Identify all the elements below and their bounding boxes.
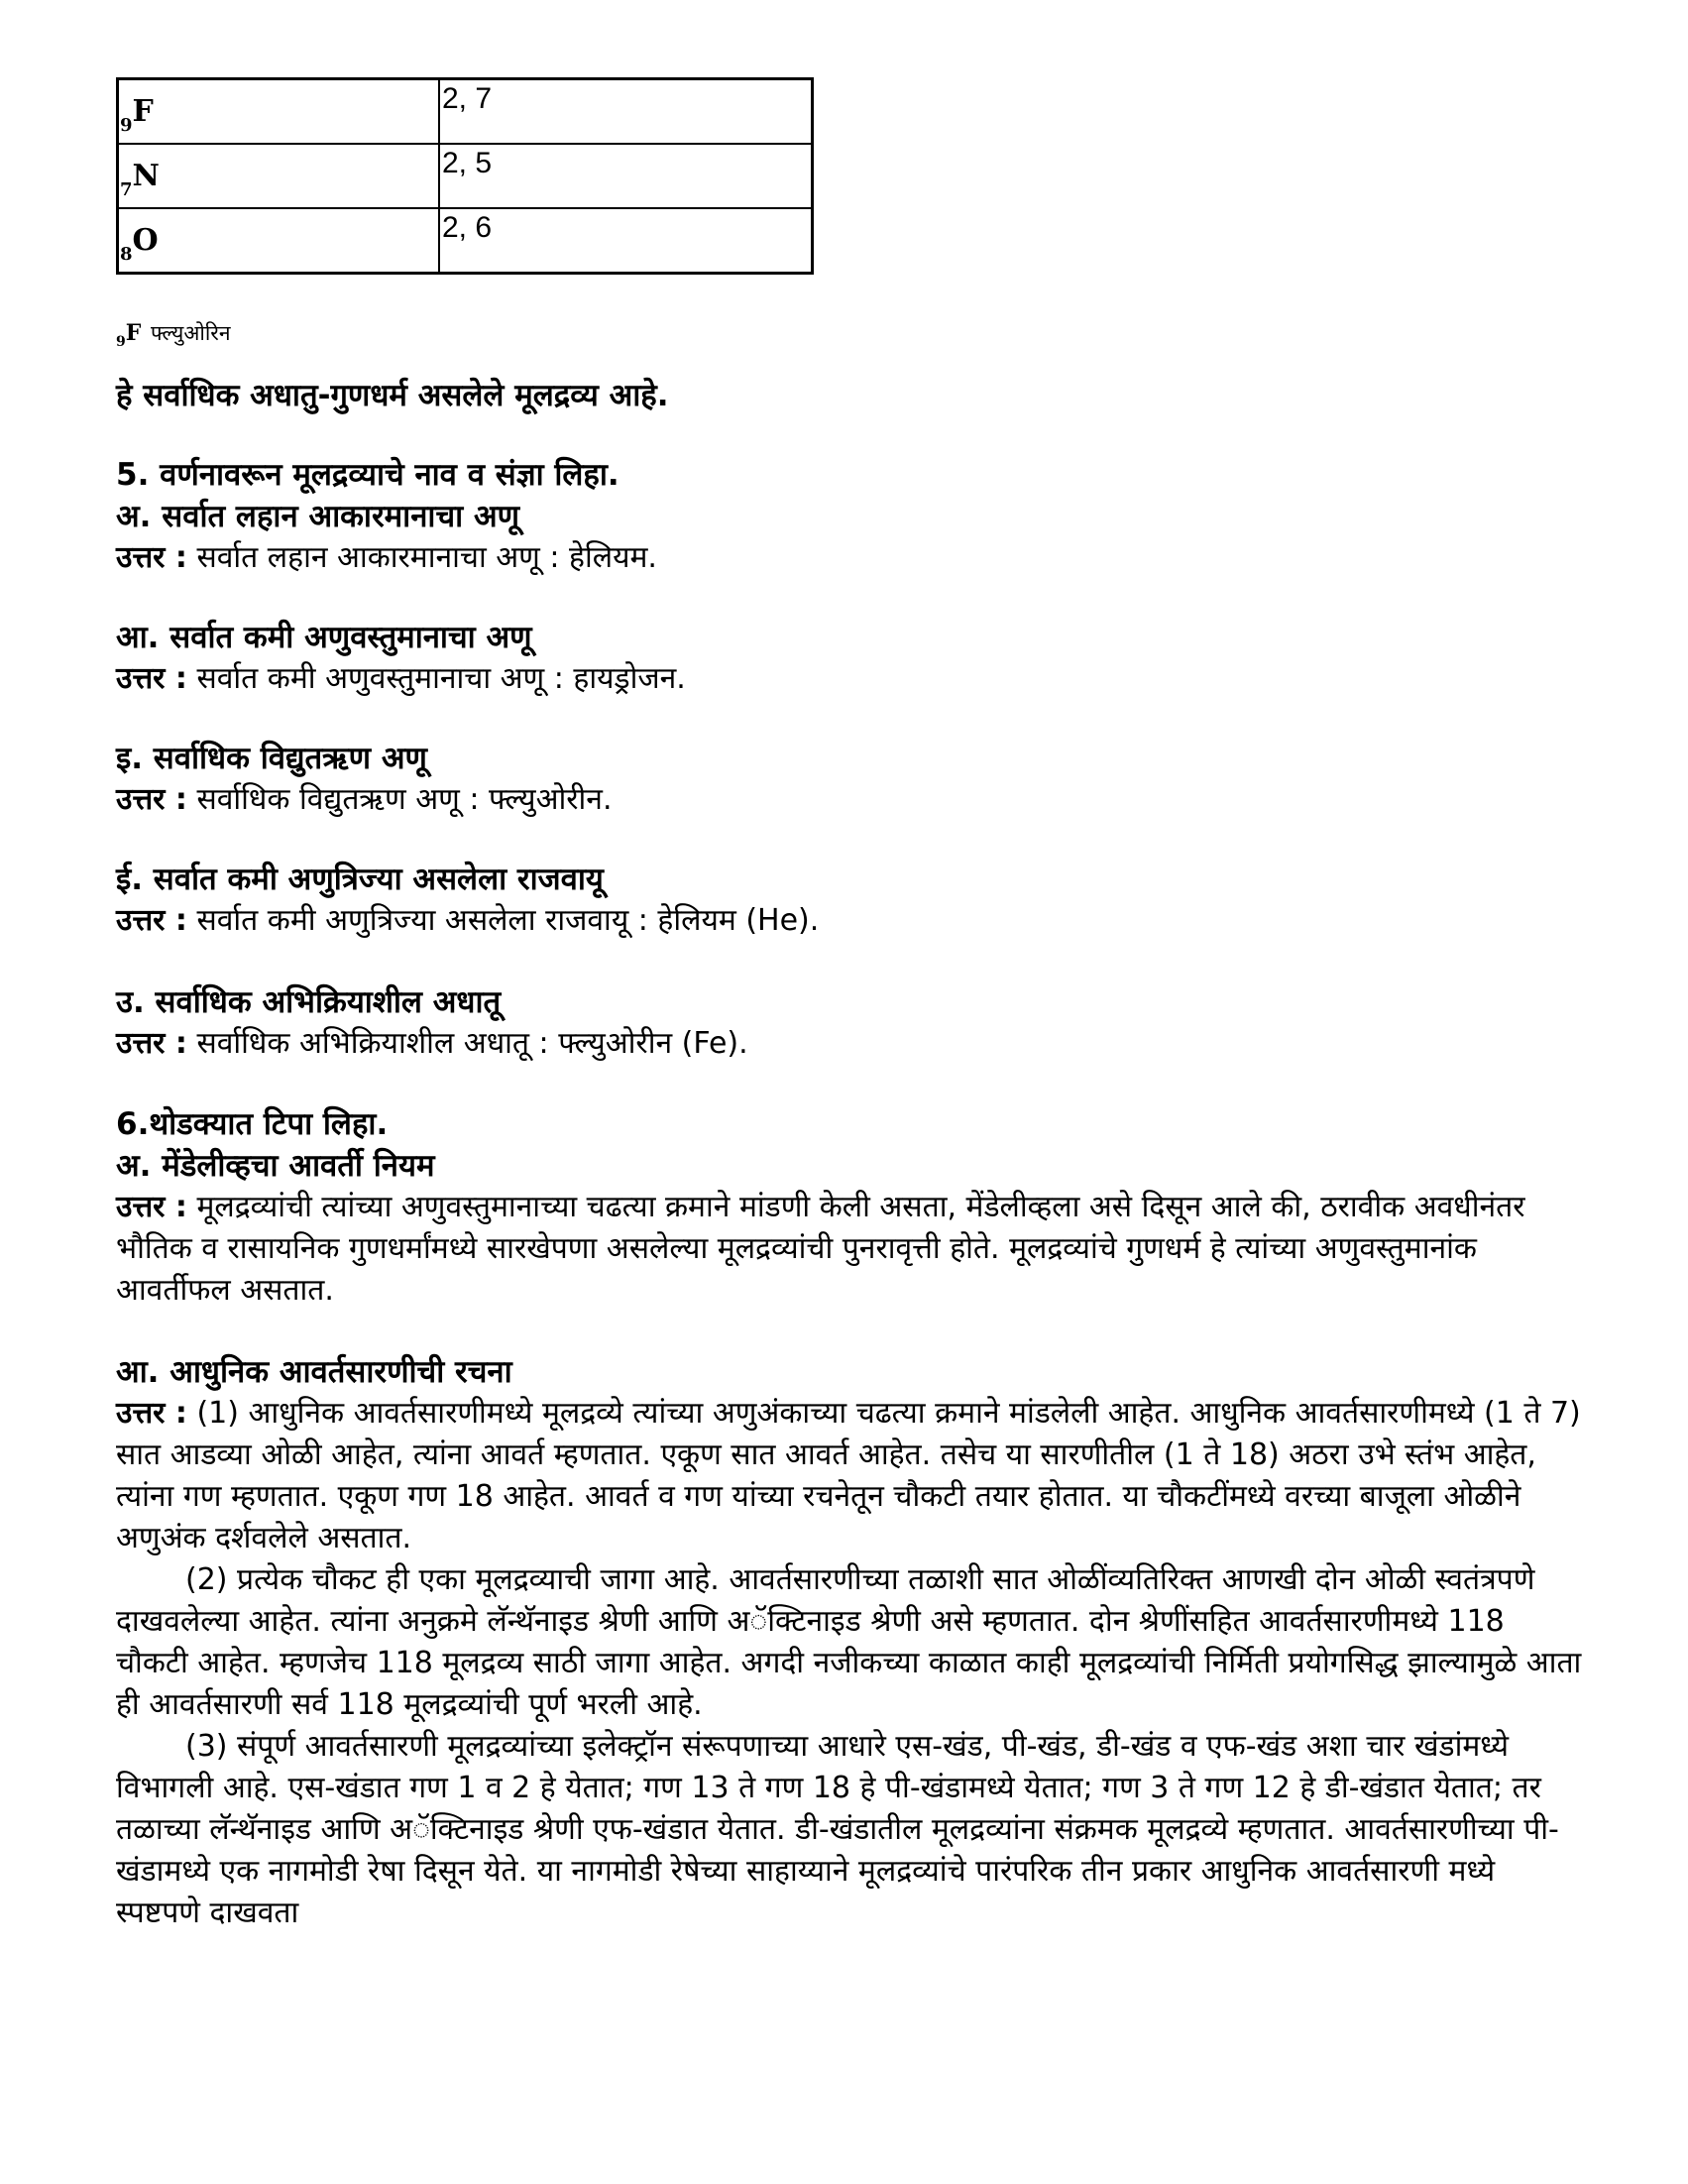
atomic-number: 9: [116, 334, 126, 350]
answer: [116, 1187, 1583, 1312]
table-row: [118, 208, 813, 274]
answer-text: सर्वात कमी अणुत्रिज्या असलेला राजवायू : हेलियम (He).: [196, 903, 820, 938]
fluorine-statement-block: [116, 375, 1583, 416]
q5-item-c: [116, 738, 1583, 821]
configuration-cell: 2, 5: [439, 144, 813, 208]
atomic-number: 9: [120, 115, 133, 136]
fluorine-statement: हे सर्वाधिक अधातु-गुणधर्म असलेले मूलद्रव्य आहे.: [116, 378, 669, 413]
answer-text: सर्वाधिक विद्युतऋण अणू : फ्ल्युओरीन.: [196, 782, 613, 817]
answer-label: उत्तर :: [116, 1190, 187, 1224]
answer-text: मूलद्रव्यांची त्यांच्या अणुवस्तुमानाच्या चढत्या क्रमाने मांडणी केली असता, मेंडेलीव्हला असे दिसून आले की, ठरावीक अवधीनंतर भौतिक व रासायनिक गुणधर्मांमध्ये सारखेपणा असलेल्या मूलद्रव्यांची पुनरावृत्ती होते. मूलद्रव्यांचे गुणधर्म हे त्यांच्या अणुवस्तुमानांक आवर्तीफल असतात.: [116, 1190, 1525, 1308]
element-symbol-cell: [118, 144, 440, 208]
answer-text: सर्वात लहान आकारमानाचा अणू : हेलियम.: [196, 540, 657, 575]
answer: [116, 658, 1583, 700]
q5-item-d: [116, 859, 1583, 942]
element-symbol-cell: [118, 79, 440, 145]
answer-text: (3) संपूर्ण आवर्तसारणी मूलद्रव्यांच्या इलेक्ट्रॉन संरूपणाच्या आधारे एस-खंड, पी-खंड, डी-खंड व एफ-खंड अशा चार खंडांमध्ये विभागली आहे. एस-खंडात गण 1 व 2 हे येतात; गण 13 ते गण 18 हे पी-खंडामध्ये येतात; गण 3 ते गण 12 हे डी-खंडात येतात; तर तळाच्या लॅन्थॅनाइड आणि अॅक्टिनाइड श्रेणी एफ-खंडात येतात. डी-खंडातील मूलद्रव्यांना संक्रमक मूलद्रव्ये म्हणतात. आवर्तसारणीच्या पी-खंडामध्ये एक नागमोडी रेषा दिसून येते. या नागमोडी रेषेच्या साहाय्याने मूलद्रव्यांचे पारंपरिक तीन प्रकार आधुनिक आवर्तसारणी मध्ये स्पष्टपणे दाखवता: [116, 1729, 1559, 1930]
question-6-section: [116, 1103, 1583, 1312]
element-symbol: O: [132, 223, 159, 258]
sub-question: अ. मेंडेलीव्हचा आवर्ती नियम: [116, 1148, 435, 1184]
table-row: [118, 79, 813, 145]
fluorine-label: [116, 319, 231, 350]
answer: [116, 537, 1583, 579]
electron-configuration-table: [116, 77, 814, 275]
answer-text: (1) आधुनिक आवर्तसारणीमध्ये मूलद्रव्ये त्यांच्या अणुअंकाच्या चढत्या क्रमाने मांडलेली आहेत. आधुनिक आवर्तसारणीमध्ये (1 ते 7) सात आडव्या ओळी आहेत, त्यांना आवर्त म्हणतात. एकूण सात आवर्त आहेत. तसेच या सारणीतील (1 ते 18) अठरा उभे स्तंभ आहेत, त्यांना गण म्हणतात. एकूण गण 18 आहेत. आवर्त व गण यांच्या रचनेतून चौकटी तयार होतात. या चौकटींमध्ये वरच्या बाजूला ओळीने अणुअंक दर्शवलेले असतात.: [116, 1396, 1581, 1555]
answer-label: उत्तर :: [116, 903, 187, 938]
answer: [116, 1023, 1583, 1065]
sub-question: आ. आधुनिक आवर्तसारणीची रचना: [116, 1354, 512, 1390]
answer-text: (2) प्रत्येक चौकट ही एका मूलद्रव्याची जागा आहे. आवर्तसारणीच्या तळाशी सात ओळींव्यतिरिक्त आणखी दोन ओळी स्वतंत्रपणे दाखवलेल्या आहेत. त्यांना अनुक्रमे लॅन्थॅनाइड श्रेणी आणि अॅक्टिनाइड श्रेणी असे म्हणतात. दोन श्रेणींसहित आवर्तसारणीमध्ये 118 चौकटी आहेत. म्हणजेच 118 मूलद्रव्य साठी जागा आहेत. अगदी नजीकच्या काळात काही मूलद्रव्यांची निर्मिती प्रयोगसिद्ध झाल्यामुळे आता ही आवर्तसारणी सर्व 118 मूलद्रव्यांची पूर्ण भरली आहे.: [116, 1562, 1582, 1722]
answer-label: उत्तर :: [116, 661, 187, 696]
configuration-cell: 2, 6: [439, 208, 813, 274]
answer-label: उत्तर :: [116, 782, 187, 817]
q5-item-e: [116, 981, 1583, 1065]
sub-question: आ. सर्वात कमी अणुवस्तुमानाचा अणू: [116, 620, 532, 655]
q5-item-b: [116, 617, 1583, 700]
table-row: [118, 144, 813, 208]
sub-question: ई. सर्वात कमी अणुत्रिज्या असलेला राजवायू: [116, 862, 604, 897]
element-name: फ्ल्युओरिन: [151, 321, 231, 345]
sub-question: अ. सर्वात लहान आकारमानाचा अणू: [116, 499, 520, 534]
element-symbol: F: [125, 320, 142, 346]
q6-item-b: [116, 1351, 1583, 1934]
question-5-section: [116, 454, 1583, 579]
element-symbol: N: [132, 159, 160, 193]
answer-label: उत्तर :: [116, 540, 187, 575]
question-5-title: 5. वर्णनावरून मूलद्रव्याचे नाव व संज्ञा लिहा.: [116, 457, 619, 493]
answer-paragraph-3: [116, 1726, 1583, 1934]
element-symbol: F: [132, 94, 154, 129]
atomic-number: 7: [120, 179, 133, 200]
sub-question: इ. सर्वाधिक विद्युतऋण अणू: [116, 741, 427, 776]
answer-label: उत्तर :: [116, 1396, 187, 1431]
answer-paragraph-1: [116, 1393, 1583, 1559]
answer: [116, 900, 1583, 942]
answer: [116, 779, 1583, 821]
answer-paragraph-2: [116, 1559, 1583, 1726]
answer-text: सर्वाधिक अभिक्रियाशील अधातू : फ्ल्युओरीन (Fe).: [196, 1026, 748, 1061]
question-6-title: 6.थोडक्यात टिपा लिहा.: [116, 1106, 389, 1142]
element-symbol-cell: [118, 208, 440, 274]
answer-label: उत्तर :: [116, 1026, 187, 1061]
configuration-cell: 2, 7: [439, 79, 813, 145]
sub-question: उ. सर्वाधिक अभिक्रियाशील अधातू: [116, 984, 502, 1020]
atomic-number: 8: [120, 244, 133, 265]
answer-text: सर्वात कमी अणुवस्तुमानाचा अणू : हायड्रोजन.: [196, 661, 686, 696]
